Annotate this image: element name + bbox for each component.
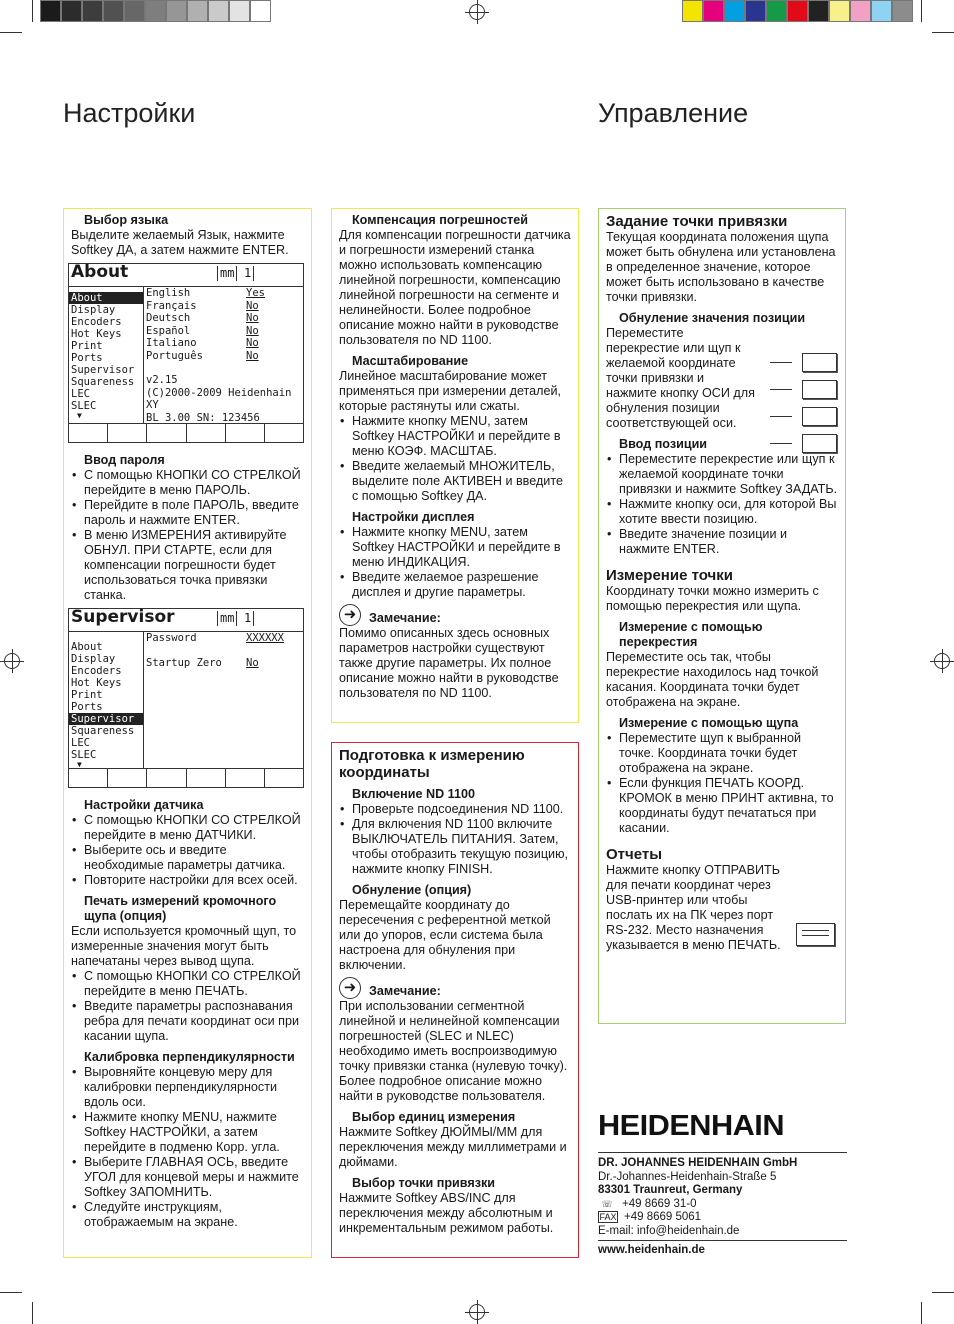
section-title: Включение ND 1100 — [352, 787, 476, 801]
list-item: • С помощью КНОПКИ СО СТРЕЛКОЙ перейдите в меню ПЕЧАТЬ. — [71, 969, 304, 999]
lcd-supervisor-fields — [146, 632, 301, 669]
list-item: • Выберите ось и введите необходимые параметры датчика. — [71, 843, 304, 873]
section-title: Выбор языка — [84, 213, 169, 227]
lcd-menu-item: SLEC — [71, 749, 97, 761]
phone-icon: ☏ — [601, 1198, 613, 1209]
lcd-menu-item: Hot Keys — [71, 677, 122, 689]
list-item: • Следуйте инструкциям, отображаемым на экране. — [71, 1200, 304, 1230]
paragraph: Нажмите кнопку ОТПРАВИТЬ для печати координат через USB-принтер или чтобы послать их на ПК через порт RS-232. Место назначения указывается в меню ПЕЧАТЬ. — [606, 863, 781, 952]
section-title: Ввод пароля — [84, 453, 165, 467]
section-title: Масштабирование — [352, 354, 469, 368]
section-title: Настройки дисплея — [352, 510, 475, 524]
color-swatch — [166, 0, 187, 22]
lcd-menu-item: LEC — [71, 737, 90, 749]
heading-operation: Управление — [598, 98, 749, 128]
city: 83301 Traunreut, Germany — [598, 1184, 743, 1196]
paragraph: Линейное масштабирование может применяться при измерении деталей, которые растянуты или сжаты. — [339, 369, 562, 413]
bullet-list — [606, 452, 838, 557]
color-swatch — [250, 0, 271, 22]
lcd-info-line: (C)2000-2009 Heidenhain — [146, 386, 292, 399]
lcd-title: About — [71, 262, 129, 282]
paragraph: Нажмите Softkey ДЮЙМЫ/ММ для переключения между миллиметрами и дюймами. — [339, 1125, 567, 1169]
lcd-menu-item: Squareness — [71, 725, 135, 737]
lcd-screen-supervisor — [68, 608, 304, 788]
bullet-list — [71, 468, 304, 603]
axis-key-icon — [802, 434, 837, 453]
list-item: • Введите параметры распознавания ребра для печати координат оси при касании щупа. — [71, 999, 304, 1044]
lcd-menu-item: Squareness — [71, 376, 135, 388]
note-title: Замечание: — [369, 984, 441, 998]
section-title: Обнуление (опция) — [352, 883, 472, 897]
settings-panel — [63, 208, 312, 1258]
bullet-list — [71, 813, 304, 888]
panel-title: Отчеты — [606, 846, 663, 863]
print-key-icon — [796, 923, 835, 946]
lcd-row-value: No — [246, 324, 259, 337]
color-swatch — [229, 0, 250, 22]
color-swatch — [682, 0, 703, 22]
lcd-row-value: No — [246, 656, 259, 669]
crop-mark — [32, 1302, 33, 1324]
lcd-row-value: No — [246, 349, 259, 362]
grayscale-color-bar — [40, 0, 271, 22]
arrow-right-icon: ➜ — [339, 604, 361, 626]
lcd-unit-page: 1 — [242, 266, 254, 281]
paragraph: Нажмите Softkey ABS/INC для переключения между абсолютным и инкрементальным режимом работы. — [339, 1191, 554, 1235]
lcd-menu-item: LEC — [71, 388, 90, 400]
lcd-row-value: No — [246, 312, 259, 324]
color-swatch — [208, 0, 229, 22]
lcd-menu-item: About — [71, 641, 103, 653]
scroll-down-icon: ▼ — [77, 411, 82, 420]
bullet-list — [339, 414, 571, 504]
color-swatch — [40, 0, 61, 22]
bullet-list — [71, 1065, 304, 1230]
lcd-row-label: Français — [146, 299, 197, 312]
lcd-row-label: Password — [146, 632, 197, 644]
lcd-menu-item: Hot Keys — [71, 328, 122, 340]
axis-key-icon — [802, 380, 837, 399]
color-swatch — [82, 0, 103, 22]
lcd-menu-item: Print — [71, 340, 103, 352]
scroll-down-icon: ▼ — [77, 760, 82, 769]
registration-mark-icon — [469, 1304, 485, 1320]
lcd-screen-about — [68, 263, 304, 443]
company-address — [598, 1152, 847, 1258]
list-item: • Нажмите кнопку MENU, нажмите Softkey НАСТРОЙКИ, а затем перейдите в подменю Корр. угла. — [71, 1110, 304, 1155]
lcd-menu-item: Print — [71, 689, 103, 701]
list-item: • С помощью КНОПКИ СО СТРЕЛКОЙ перейдите в меню ДАТЧИКИ. — [71, 813, 304, 843]
section-title: Компенсация погрешностей — [352, 213, 529, 227]
lcd-unit-page: 1 — [242, 611, 254, 626]
lcd-softkey-bar — [69, 768, 303, 787]
lcd-menu-item: Display — [71, 653, 116, 665]
paragraph: Перемещайте координату до пересечения с референтной меткой или до упоров, если система была настроена для обнуления при включении. — [339, 898, 551, 972]
arrow-right-icon: ➜ — [339, 977, 361, 999]
color-swatch — [187, 0, 208, 22]
panel-title: Измерение точки — [606, 567, 733, 584]
color-swatch — [871, 0, 892, 22]
list-item: • Введите желаемый МНОЖИТЕЛЬ, выделите поле АКТИВЕН и введите с помощью Softkey ДА. — [339, 459, 571, 504]
paragraph: Если используется кромочный щуп, то измеренные значения могут быть напечатаны через вывод щупа. — [71, 924, 297, 968]
crop-mark — [932, 1292, 954, 1293]
color-swatch — [787, 0, 808, 22]
paragraph: Переместите ось так, чтобы перекрестие находилось над точкой касания. Координата точки будет отображена на экране. — [606, 650, 819, 709]
lcd-menu-item: SLEC — [71, 400, 97, 412]
process-color-bar — [682, 0, 913, 22]
axis-key-icon — [802, 407, 837, 426]
section-title: Ввод позиции — [619, 437, 708, 451]
street: Dr.-Johannes-Heidenhain-Straße 5 — [598, 1170, 777, 1183]
list-item: • Переместите щуп к выбранной точке. Координата точки будет отображена на экране. — [606, 731, 838, 776]
axis-keys-illustration — [770, 349, 837, 457]
section-title: Выбор единиц измерения — [352, 1110, 516, 1124]
list-item: • Выберите ГЛАВНАЯ ОСЬ, введите УГОЛ для концевой меры и нажмите Softkey ЗАПОМНИТЬ. — [71, 1155, 304, 1200]
email: E-mail: info@heidenhain.de — [598, 1224, 740, 1237]
bullet-list — [606, 731, 838, 836]
color-swatch — [103, 0, 124, 22]
paragraph: Текущая координата положения щупа может быть обнулена или установлена в определенное значение, которое может быть использовано в качестве точки привязки. — [606, 230, 836, 304]
color-swatch — [892, 0, 913, 22]
crop-mark — [921, 1302, 922, 1324]
list-item: • С помощью КНОПКИ СО СТРЕЛКОЙ перейдите в меню ПАРОЛЬ. — [71, 468, 304, 498]
color-swatch — [145, 0, 166, 22]
section-title: Измерение с помощью щупа — [619, 716, 799, 730]
lcd-row-value: No — [246, 337, 259, 349]
paragraph: Координату точки можно измерить с помощью перекрестия или щупа. — [606, 584, 819, 613]
registration-mark-icon — [469, 4, 485, 20]
list-item: • Повторите настройки для всех осей. — [71, 873, 304, 888]
registration-mark-icon — [934, 653, 950, 669]
website-link[interactable]: www.heidenhain.de — [598, 1244, 705, 1256]
color-swatch — [829, 0, 850, 22]
heading-settings: Настройки — [63, 98, 196, 128]
lcd-info-line: XY — [146, 399, 159, 411]
list-item: • Выровняйте концевую меру для калибровки перпендикулярности вдоль оси. — [71, 1065, 304, 1110]
list-item: • Введите значение позиции и нажмите ENTER. — [606, 527, 838, 557]
list-item: • Перейдите в поле ПАРОЛЬ, введите пароль и нажмите ENTER. — [71, 498, 304, 528]
panel-title: Задание точки привязки — [606, 213, 788, 230]
lcd-row-label: Italiano — [146, 337, 197, 349]
lcd-unit: mm — [217, 266, 237, 281]
lcd-row-label: Startup Zero — [146, 656, 222, 669]
lcd-menu-item: Supervisor — [69, 713, 143, 725]
lcd-menu-item: Ports — [71, 352, 103, 364]
list-item: • Введите желаемое разрешение дисплея и другие параметры. — [339, 570, 571, 600]
lcd-softkey-bar — [69, 423, 303, 442]
panel-title: Подготовка к измерению координаты — [339, 747, 525, 781]
lcd-row-value: No — [246, 299, 259, 312]
list-item: • Для включения ND 1100 включите ВЫКЛЮЧАТЕЛЬ ПИТАНИЯ. Затем, чтобы отобразить текущую позицию, нажмите кнопку FINISH. — [339, 817, 571, 877]
crop-mark — [932, 32, 954, 33]
lcd-language-list — [146, 287, 301, 424]
color-swatch — [61, 0, 82, 22]
paragraph: Для компенсации погрешности датчика и погрешности измерений станка можно использовать компенсацию линейной погрешности, компенсацию линейной погрешности на сегменте и нелинейности. Более подробное описание можно найти в руководстве пользователя по ND 1100. — [339, 228, 571, 347]
preparation-panel — [331, 742, 579, 1258]
lcd-row-label: English — [146, 287, 191, 299]
paragraph: Помимо описанных здесь основных параметров настройки существуют также другие параметры. Их полное описание можно найти в руководстве пользователя по ND 1100. — [339, 626, 559, 700]
lcd-row-label: Español — [146, 324, 191, 337]
lcd-row-label: Deutsch — [146, 312, 191, 324]
list-item: • Нажмите кнопку MENU, затем Softkey НАСТРОЙКИ и перейдите в меню КОЭФ. МАСШТАБ. — [339, 414, 571, 459]
crop-mark — [0, 32, 22, 33]
section-title: Печать измерений кромочного щупа (опция) — [84, 894, 277, 923]
axis-key-icon — [802, 353, 837, 372]
lcd-menu-item: About — [69, 292, 143, 304]
paragraph: При использовании сегментной линейной и нелинейной компенсации погрешностей (SLEC и NLEC) необходимо иметь воспроизводимую точку привязки станка (нулевую точку). Более подробное описание можно найти в руководстве пользователя. — [339, 999, 568, 1103]
color-swatch — [703, 0, 724, 22]
lcd-info-line: BL 3.00 SN: 123456 — [146, 411, 260, 424]
lcd-menu-item: Encoders — [71, 316, 122, 328]
section-title: Измерение с помощью перекрестия — [619, 620, 763, 649]
lcd-menu-item: Supervisor — [71, 364, 135, 376]
list-item: • Нажмите кнопку оси, для которой Вы хотите ввести позицию. — [606, 497, 838, 527]
registration-mark-icon — [4, 653, 20, 669]
color-swatch — [724, 0, 745, 22]
lcd-info-line: v2.15 — [146, 374, 178, 386]
lcd-row-label: Português — [146, 349, 203, 362]
crop-mark — [921, 0, 922, 22]
lcd-row-value: Yes — [246, 287, 265, 299]
color-swatch — [808, 0, 829, 22]
list-item: • Проверьте подсоединения ND 1100. — [339, 802, 571, 817]
lcd-menu — [69, 287, 144, 424]
lcd-title: Supervisor — [71, 607, 175, 627]
bullet-list — [339, 525, 571, 600]
company-name: DR. JOHANNES HEIDENHAIN GmbH — [598, 1157, 798, 1169]
heidenhain-logo: HEIDENHAIN — [598, 1110, 784, 1142]
section-title: Настройки датчика — [84, 798, 204, 812]
color-swatch — [850, 0, 871, 22]
paragraph: Выделите желаемый Язык, нажмите Softkey ДА, а затем нажмите ENTER. — [71, 228, 289, 257]
color-swatch — [766, 0, 787, 22]
paragraph: Переместите перекрестие или щуп к желаемой координате точки привязки и нажмите кнопку ОСИ для обнуления позиции соответствующей оси. — [606, 326, 755, 430]
color-swatch — [124, 0, 145, 22]
lcd-row-value: XXXXXX — [246, 632, 284, 644]
section-title: Обнуление значения позиции — [619, 311, 806, 325]
fax-icon: FAX — [599, 1212, 617, 1222]
list-item: • Переместите перекрестие или щуп к желаемой координате точки привязки и нажмите Softkey ЗАДАТЬ. — [606, 452, 838, 497]
operation-panel — [598, 208, 846, 1024]
bullet-list — [339, 802, 571, 877]
list-item: • Нажмите кнопку MENU, затем Softkey НАСТРОЙКИ и перейдите в меню ИНДИКАЦИЯ. — [339, 525, 571, 570]
list-item: • В меню ИЗМЕРЕНИЯ активируйте ОБНУЛ. ПРИ СТАРТЕ, если для компенсации погрешности будет использоваться точка привязки станка. — [71, 528, 304, 603]
lcd-menu-item: Ports — [71, 701, 103, 713]
section-title: Выбор точки привязки — [352, 1176, 496, 1190]
lcd-menu-item: Encoders — [71, 665, 122, 677]
lcd-menu-item: Display — [71, 304, 116, 316]
section-title: Калибровка перпендикулярности — [84, 1050, 295, 1064]
lcd-menu — [69, 632, 144, 769]
phone: +49 8669 31-0 — [622, 1197, 697, 1210]
note-title: Замечание: — [369, 611, 441, 625]
bullet-list — [71, 969, 304, 1044]
crop-mark — [32, 0, 33, 22]
lcd-unit: mm — [217, 611, 237, 626]
color-swatch — [745, 0, 766, 22]
compensation-panel — [331, 208, 579, 723]
list-item: • Если функция ПЕЧАТЬ КООРД. КРОМОК в меню ПРИНТ активна, то координаты будут печататься при касании. — [606, 776, 838, 836]
fax: +49 8669 5061 — [624, 1211, 702, 1223]
crop-mark — [0, 1292, 22, 1293]
